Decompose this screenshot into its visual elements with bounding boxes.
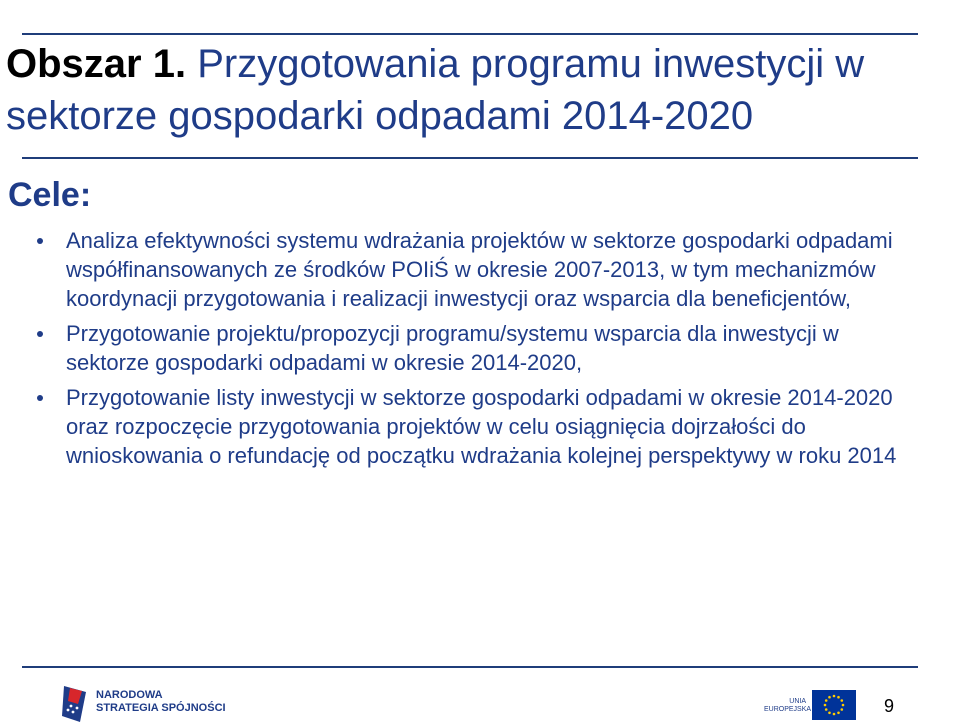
list-item bbox=[0, 383, 940, 470]
section-heading: Cele: bbox=[8, 176, 92, 214]
eu-logo-line1: UNIA bbox=[789, 698, 806, 705]
bullet-icon bbox=[37, 238, 43, 244]
nss-logo bbox=[60, 684, 230, 724]
list-item-text: Przygotowanie projektu/propozycji programu/systemu wsparcia dla inwestycji w sektorze gospodarki odpadami w okresie 2014-2020, bbox=[66, 321, 839, 375]
eu-logo-line2: EUROPEJSKA bbox=[764, 706, 812, 713]
list-item bbox=[0, 226, 940, 313]
bullet-icon bbox=[37, 395, 43, 401]
nss-logo-line1: NARODOWA bbox=[96, 689, 163, 701]
nss-logo-text bbox=[96, 689, 226, 715]
page-number: 9 bbox=[884, 696, 895, 716]
nss-logo-line2: STRATEGIA SPÓJNOŚCI bbox=[96, 702, 226, 714]
footer-divider bbox=[22, 666, 918, 668]
top-divider bbox=[22, 33, 918, 35]
title-prefix: Obszar 1. bbox=[6, 42, 187, 86]
eu-logo-text bbox=[764, 698, 812, 714]
title-divider bbox=[22, 157, 918, 159]
list-item-text: Przygotowanie listy inwestycji w sektorze gospodarki odpadami w okresie 2014-2020 oraz rozpoczęcie przygotowania projektów w celu osiągnięcia dojrzałości do wnioskowania o refundację od początku wdrażania kolejnej perspektywy w roku 2014 bbox=[66, 385, 897, 468]
bullet-icon bbox=[37, 331, 43, 337]
goals-list bbox=[0, 226, 940, 476]
page-title bbox=[6, 38, 946, 142]
eu-logo bbox=[764, 690, 856, 722]
nss-logo-icon bbox=[60, 684, 90, 724]
eu-flag-icon bbox=[812, 690, 856, 720]
list-item bbox=[0, 319, 940, 377]
list-item-text: Analiza efektywności systemu wdrażania projektów w sektorze gospodarki odpadami współfinansowanych ze środków POIiŚ w okresie 2007-2013, w tym mechanizmów koordynacji przygotowania i realizacji inwestycji oraz wsparcia dla beneficjentów, bbox=[66, 228, 893, 311]
title-text: Przygotowania programu inwestycji w sektorze gospodarki odpadami 2014-2020 bbox=[6, 42, 865, 138]
